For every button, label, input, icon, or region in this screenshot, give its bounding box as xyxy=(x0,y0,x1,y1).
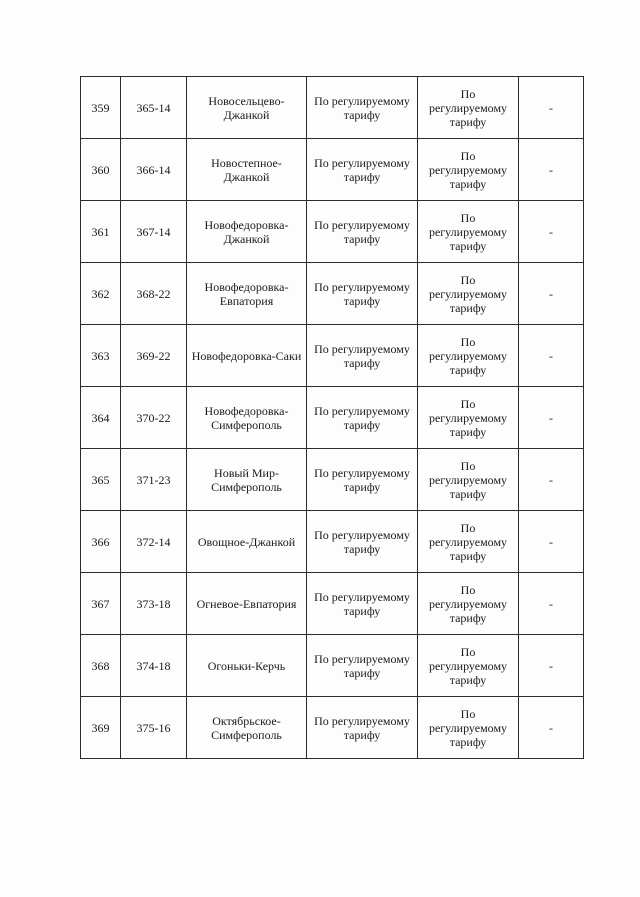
row-number-cell-text: 362 xyxy=(91,286,110,301)
route-number-cell-text: 374-18 xyxy=(136,658,171,673)
route-name-cell-text: Новостепное-Джанкой xyxy=(211,155,282,184)
row-number-cell-text: 366 xyxy=(91,534,110,549)
route-name-cell-text: Новофедоровка-Евпатория xyxy=(204,279,289,308)
route-name-cell xyxy=(187,697,307,759)
route-name-cell-text: Огоньки-Керчь xyxy=(207,658,286,673)
table-row xyxy=(81,573,584,635)
empty-value-cell xyxy=(519,697,584,759)
tariff-type-cell-text: По регулируемому тарифу xyxy=(314,217,410,246)
empty-value-cell-text: - xyxy=(549,534,553,549)
tariff-type-secondary-cell-text: По регулируемому тарифу xyxy=(428,706,508,749)
tariff-type-cell-text: По регулируемому тарифу xyxy=(314,589,410,618)
tariff-type-cell-text: По регулируемому тарифу xyxy=(314,403,410,432)
tariff-type-secondary-cell xyxy=(418,77,519,139)
tariff-type-cell xyxy=(307,635,418,697)
tariff-type-secondary-cell xyxy=(418,449,519,511)
route-name-cell xyxy=(187,139,307,201)
empty-value-cell-text: - xyxy=(549,224,553,239)
route-number-cell xyxy=(121,325,187,387)
table-row xyxy=(81,201,584,263)
empty-value-cell-text: - xyxy=(549,596,553,611)
tariff-type-secondary-cell-text: По регулируемому тарифу xyxy=(428,520,508,563)
tariff-type-cell xyxy=(307,77,418,139)
route-name-cell xyxy=(187,573,307,635)
route-number-cell-text: 373-18 xyxy=(136,596,171,611)
empty-value-cell xyxy=(519,573,584,635)
empty-value-cell-text: - xyxy=(549,410,553,425)
route-number-cell-text: 365-14 xyxy=(136,100,171,115)
tariff-type-cell xyxy=(307,201,418,263)
route-name-cell xyxy=(187,201,307,263)
empty-value-cell xyxy=(519,263,584,325)
route-name-cell xyxy=(187,263,307,325)
route-number-cell xyxy=(121,77,187,139)
route-number-cell-text: 366-14 xyxy=(136,162,171,177)
row-number-cell-text: 360 xyxy=(91,162,110,177)
row-number-cell-text: 367 xyxy=(91,596,110,611)
row-number-cell-text: 369 xyxy=(91,720,110,735)
row-number-cell-text: 364 xyxy=(91,410,110,425)
table-row xyxy=(81,263,584,325)
route-name-cell-text: Новый Мир-Симферополь xyxy=(211,465,282,494)
route-name-cell xyxy=(187,449,307,511)
route-name-cell-text: Новосельцево-Джанкой xyxy=(208,93,285,122)
route-number-cell xyxy=(121,139,187,201)
tariff-type-cell-text: По регулируемому тарифу xyxy=(314,465,410,494)
route-tariff-table xyxy=(80,76,584,759)
empty-value-cell xyxy=(519,201,584,263)
tariff-type-cell-text: По регулируемому тарифу xyxy=(314,155,410,184)
route-number-cell xyxy=(121,635,187,697)
route-number-cell xyxy=(121,201,187,263)
route-name-cell-text: Новофедоровка-Джанкой xyxy=(204,217,289,246)
tariff-type-cell-text: По регулируемому тарифу xyxy=(314,341,410,370)
table-row xyxy=(81,449,584,511)
tariff-type-secondary-cell-text: По регулируемому тарифу xyxy=(428,86,508,129)
route-name-cell xyxy=(187,635,307,697)
tariff-type-cell xyxy=(307,263,418,325)
row-number-cell xyxy=(81,325,121,387)
route-name-cell xyxy=(187,325,307,387)
empty-value-cell xyxy=(519,139,584,201)
tariff-type-secondary-cell xyxy=(418,201,519,263)
route-number-cell-text: 375-16 xyxy=(136,720,171,735)
empty-value-cell-text: - xyxy=(549,100,553,115)
empty-value-cell-text: - xyxy=(549,162,553,177)
table-row xyxy=(81,387,584,449)
route-name-cell-text: Новофедоровка-Симферополь xyxy=(204,403,289,432)
tariff-type-cell xyxy=(307,449,418,511)
route-number-cell xyxy=(121,387,187,449)
row-number-cell-text: 365 xyxy=(91,472,110,487)
row-number-cell xyxy=(81,201,121,263)
route-number-cell-text: 367-14 xyxy=(136,224,171,239)
row-number-cell-text: 368 xyxy=(91,658,110,673)
empty-value-cell-text: - xyxy=(549,286,553,301)
tariff-type-secondary-cell-text: По регулируемому тарифу xyxy=(428,396,508,439)
empty-value-cell-text: - xyxy=(549,658,553,673)
empty-value-cell-text: - xyxy=(549,348,553,363)
row-number-cell-text: 363 xyxy=(91,348,110,363)
route-name-cell-text: Огневое-Евпатория xyxy=(196,596,297,611)
row-number-cell xyxy=(81,511,121,573)
row-number-cell xyxy=(81,635,121,697)
tariff-type-secondary-cell xyxy=(418,511,519,573)
route-number-cell xyxy=(121,449,187,511)
empty-value-cell xyxy=(519,325,584,387)
empty-value-cell-text: - xyxy=(549,472,553,487)
route-number-cell-text: 368-22 xyxy=(136,286,171,301)
table-row xyxy=(81,139,584,201)
empty-value-cell-text: - xyxy=(549,720,553,735)
route-name-cell-text: Новофедоровка-Саки xyxy=(191,348,302,363)
empty-value-cell xyxy=(519,77,584,139)
tariff-type-cell-text: По регулируемому тарифу xyxy=(314,651,410,680)
route-name-cell xyxy=(187,511,307,573)
route-name-cell xyxy=(187,387,307,449)
route-number-cell xyxy=(121,511,187,573)
route-number-cell xyxy=(121,263,187,325)
tariff-type-secondary-cell xyxy=(418,573,519,635)
row-number-cell xyxy=(81,387,121,449)
route-name-cell xyxy=(187,77,307,139)
tariff-type-cell xyxy=(307,387,418,449)
tariff-type-cell xyxy=(307,697,418,759)
table-row xyxy=(81,697,584,759)
tariff-type-secondary-cell xyxy=(418,139,519,201)
row-number-cell-text: 361 xyxy=(91,224,110,239)
row-number-cell xyxy=(81,449,121,511)
table-row xyxy=(81,77,584,139)
tariff-type-secondary-cell xyxy=(418,697,519,759)
row-number-cell xyxy=(81,77,121,139)
tariff-type-secondary-cell-text: По регулируемому тарифу xyxy=(428,582,508,625)
row-number-cell xyxy=(81,697,121,759)
tariff-type-cell xyxy=(307,325,418,387)
route-number-cell-text: 372-14 xyxy=(136,534,171,549)
tariff-type-secondary-cell xyxy=(418,635,519,697)
row-number-cell xyxy=(81,573,121,635)
route-name-cell-text: Овощное-Джанкой xyxy=(197,534,296,549)
empty-value-cell xyxy=(519,387,584,449)
row-number-cell-text: 359 xyxy=(91,100,110,115)
route-name-cell-text: Октябрьское-Симферополь xyxy=(211,713,282,742)
tariff-type-secondary-cell-text: По регулируемому тарифу xyxy=(428,644,508,687)
tariff-type-cell xyxy=(307,511,418,573)
route-number-cell-text: 369-22 xyxy=(136,348,171,363)
row-number-cell xyxy=(81,139,121,201)
tariff-type-secondary-cell-text: По регулируемому тарифу xyxy=(428,272,508,315)
tariff-type-cell xyxy=(307,139,418,201)
tariff-type-cell-text: По регулируемому тарифу xyxy=(314,279,410,308)
route-number-cell xyxy=(121,573,187,635)
tariff-type-cell-text: По регулируемому тарифу xyxy=(314,93,410,122)
tariff-type-cell-text: По регулируемому тарифу xyxy=(314,527,410,556)
tariff-type-cell xyxy=(307,573,418,635)
tariff-type-secondary-cell xyxy=(418,325,519,387)
route-number-cell-text: 371-23 xyxy=(136,472,171,487)
table-row xyxy=(81,511,584,573)
tariff-type-secondary-cell-text: По регулируемому тарифу xyxy=(428,458,508,501)
tariff-type-secondary-cell-text: По регулируемому тарифу xyxy=(428,334,508,377)
route-number-cell-text: 370-22 xyxy=(136,410,171,425)
empty-value-cell xyxy=(519,449,584,511)
table-body xyxy=(81,77,584,759)
tariff-type-secondary-cell-text: По регулируемому тарифу xyxy=(428,210,508,253)
empty-value-cell xyxy=(519,635,584,697)
empty-value-cell xyxy=(519,511,584,573)
route-number-cell xyxy=(121,697,187,759)
table-row xyxy=(81,325,584,387)
tariff-type-secondary-cell xyxy=(418,263,519,325)
table-row xyxy=(81,635,584,697)
row-number-cell xyxy=(81,263,121,325)
tariff-type-secondary-cell xyxy=(418,387,519,449)
tariff-type-secondary-cell-text: По регулируемому тарифу xyxy=(428,148,508,191)
tariff-type-cell-text: По регулируемому тарифу xyxy=(314,713,410,742)
